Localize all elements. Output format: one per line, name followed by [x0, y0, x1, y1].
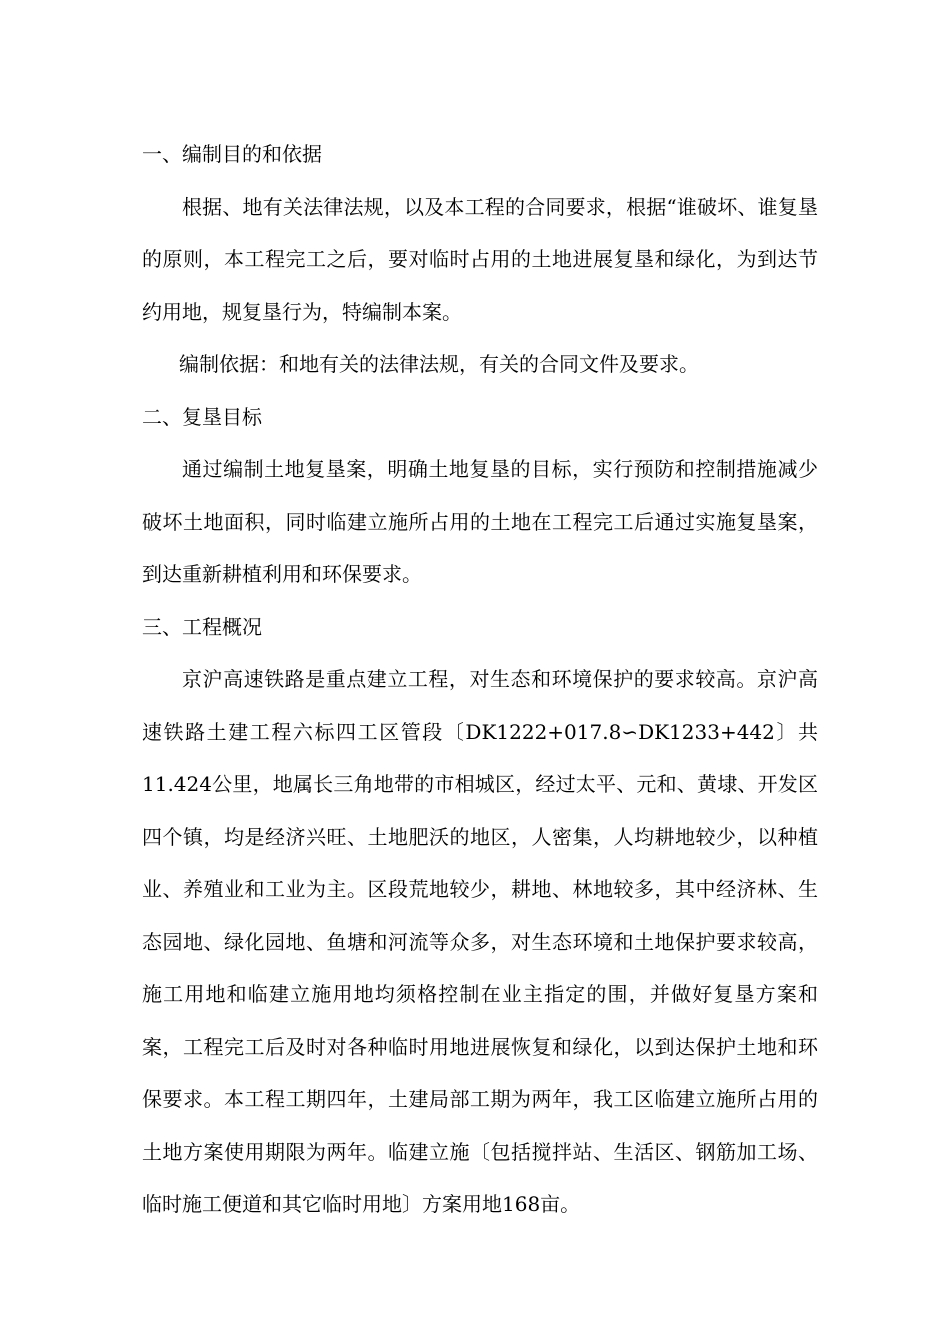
section-heading-overview: 三、工程概况 — [142, 614, 262, 639]
document-page — [142, 128, 818, 1231]
section-heading-goal: 二、复垦目标 — [142, 404, 262, 429]
paragraph-overview: 京沪高速铁路是重点建立工程，对生态和环境保护的要求较高。京沪高速铁路土建工程六标四工区管段〔DK1222+017.8∽DK1233+442〕共11.424公里，地属长三角地带的市相城区，经过太平、元和、黄埭、开发区四个镇，均是经济兴旺、土地肥沃的地区，人密集，人均耕地较少，以种植业、养殖业和工业为主。区段荒地较少，耕地、林地较多，其中经济林、生态园地、绿化园地、鱼塘和河流等众多，对生态环境和土地保护要求较高，施工用地和临建立施用地均须格控制在业主指定的围，并做好复垦方案和案，工程完工后及时对各种临时用地进展恢复和绿化，以到达保护土地和环保要求。本工程工期四年，土建局部工期为两年，我工区临建立施所占用的土地方案使用期限为两年。临建立施〔包括搅拌站、生活区、钢筋加工场、临时施工便道和其它临时用地〕方案用地168亩。 — [142, 667, 818, 1216]
paragraph-compilation-basis: 编制依据：和地有关的法律法规，有关的合同文件及要求。 — [179, 352, 699, 376]
section-heading-purpose: 一、编制目的和依据 — [142, 142, 322, 166]
paragraph-purpose-basis: 根据、地有关法律法规，以及本工程的合同要求，根据“谁破坏、谁复垦 的原则，本工程完工之后，要对临时占用的土地进展复垦和绿化，为到达节约用地，规复垦行为，特编制本案。 — [142, 194, 818, 324]
paragraph-goal: 通过编制土地复垦案，明确土地复垦的目标，实行预防和控制措施减少破坏土地面积，同时临建立施所占用的土地在工程完工后通过实施复垦案，到达重新耕植利用和环保要求。 — [142, 457, 818, 586]
